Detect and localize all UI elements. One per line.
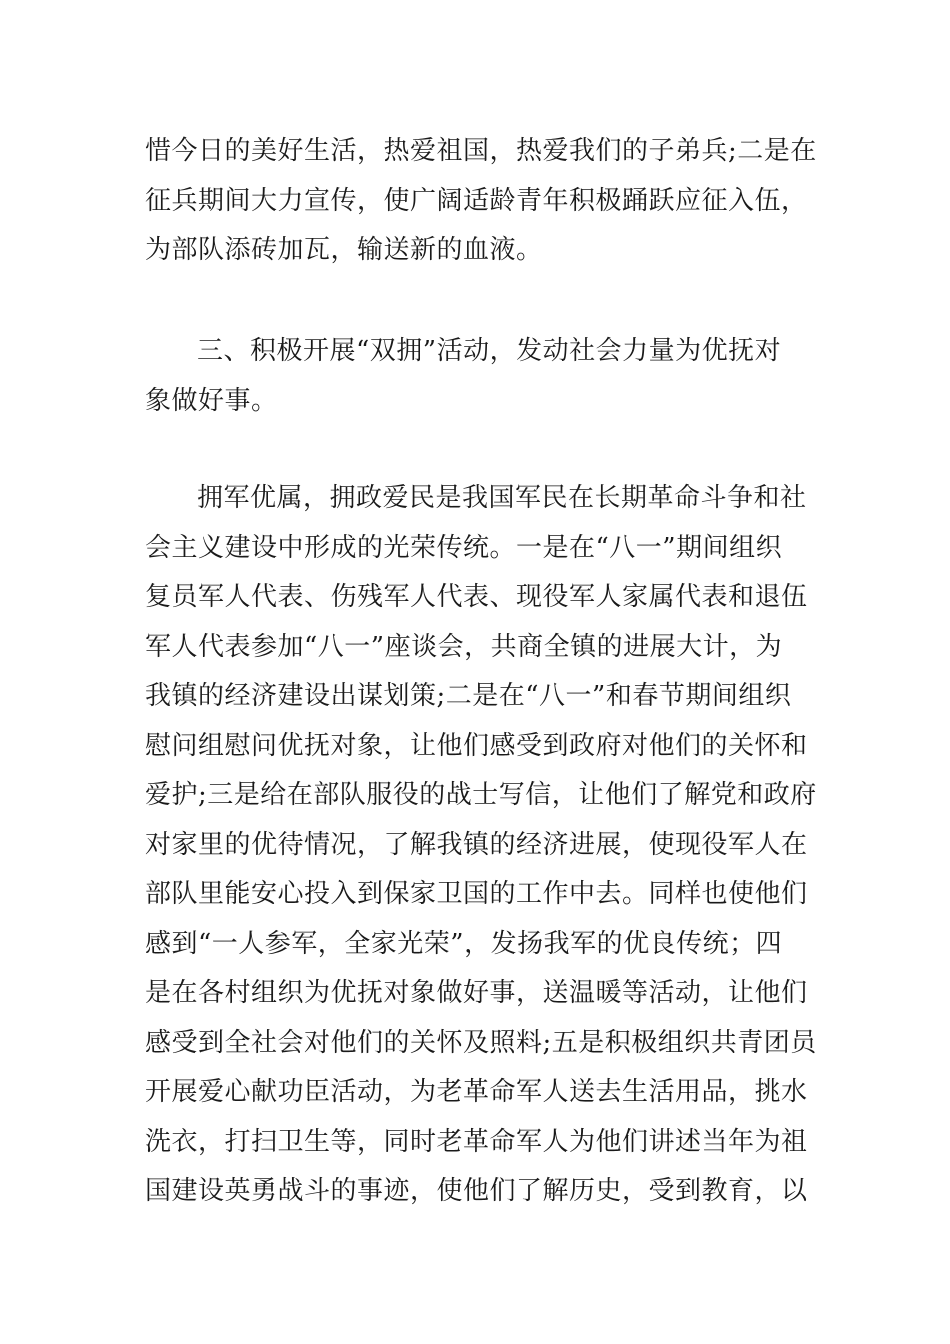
text-line: 对家里的优待情况，了解我镇的经济进展，使现役军人在	[145, 829, 808, 860]
text-line: 部队里能安心投入到保家卫国的工作中去。同样也使他们	[145, 879, 808, 909]
text-line: 惜今日的美好生活，热爱祖国，热爱我们的子弟兵;二是在	[145, 136, 817, 166]
text-line: 感受到全社会对他们的关怀及照料;五是积极组织共青团员	[145, 1027, 817, 1058]
text-line: 为部队添砖加瓦，输送新的血液。	[145, 235, 543, 265]
section-heading-paragraph	[145, 327, 815, 426]
text-line: 复员军人代表、伤残军人代表、现役军人家属代表和退伍	[145, 582, 808, 612]
text-line: 我镇的经济建设出谋划策;二是在“八一”和春节期间组织	[145, 681, 792, 711]
text-line: 国建设英勇战斗的事迹，使他们了解历史，受到教育，以	[145, 1176, 808, 1206]
text-line: 洗衣，打扫卫生等，同时老革命军人为他们讲述当年为祖	[145, 1126, 808, 1157]
text-line: 象做好事。	[145, 385, 278, 416]
text-line: 是在各村组织为优抚对象做好事，送温暖等活动，让他们	[145, 978, 808, 1008]
text-line: 拥军优属，拥政爱民是我国军民在长期革命斗争和社	[197, 483, 807, 513]
text-line: 感到“一人参军，全家光荣”，发扬我军的优良传统；四	[145, 928, 783, 959]
text-line: 征兵期间大力宣传，使广阔适龄青年积极踊跃应征入伍，	[145, 185, 808, 216]
text-line: 军人代表参加“八一”座谈会，共商全镇的进展大计，为	[145, 631, 783, 662]
text-line: 爱护;三是给在部队服役的战士写信，让他们了解党和政府	[145, 780, 817, 810]
text-line: 会主义建设中形成的光荣传统。一是在“八一”期间组织	[145, 532, 783, 563]
text-line: 慰问组慰问优抚对象，让他们感受到政府对他们的关怀和	[145, 730, 808, 761]
paragraph-3	[145, 474, 815, 1217]
text-line: 三、积极开展“双拥”活动，发动社会力量为优抚对	[197, 336, 782, 366]
paragraph-1	[145, 127, 815, 276]
text-line: 开展爱心献功臣活动，为老革命军人送去生活用品，挑水	[145, 1077, 808, 1107]
